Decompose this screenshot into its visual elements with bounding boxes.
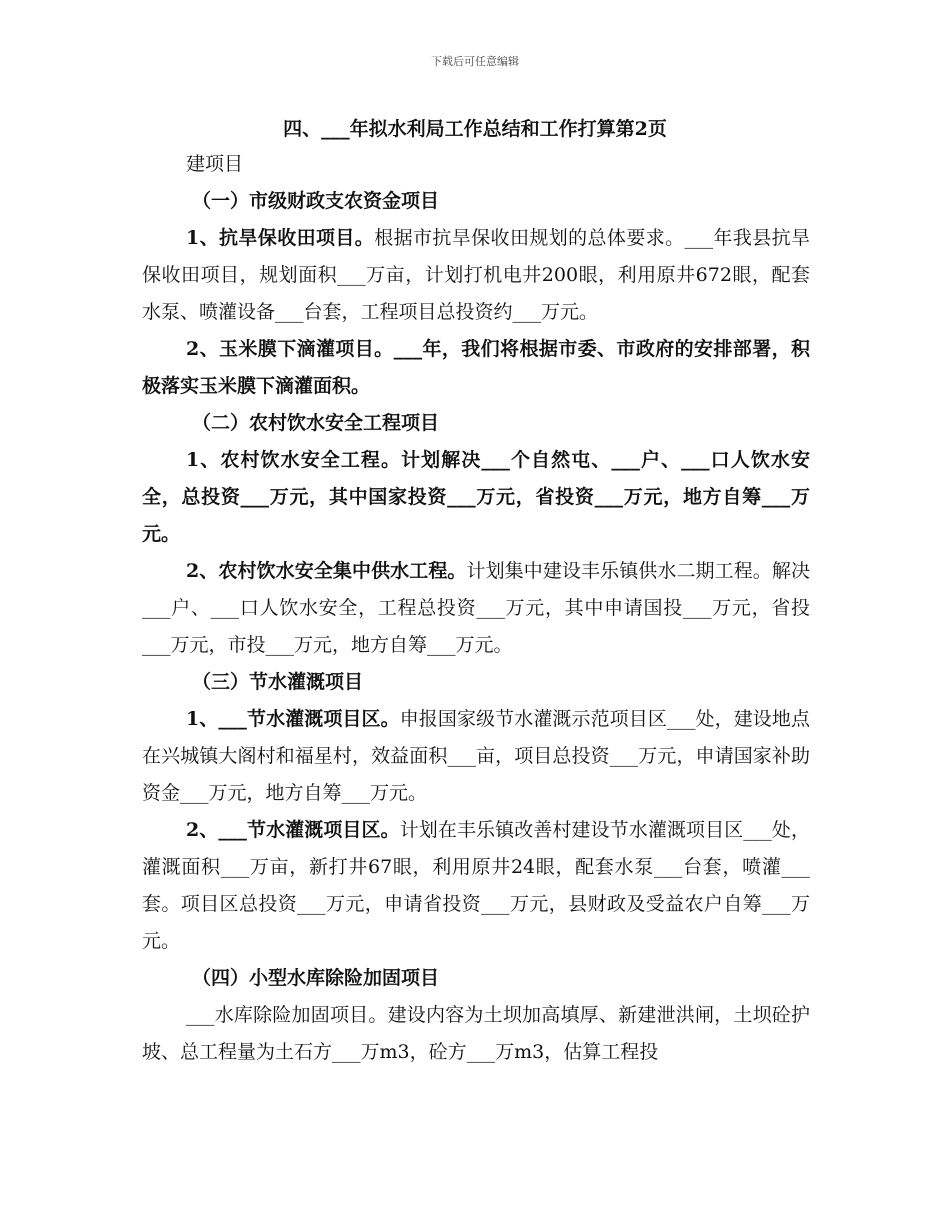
document-body [142,146,810,1071]
paragraph-drinking-water: 1、农村饮水安全工程。计划解决___个自然屯、___户、___口人饮水安全，总投资___万元，其中国家投资___万元，省投资___万元，地方自筹___万元。 [142,449,810,545]
paragraph-drought-project [142,220,810,331]
section-heading-1: （一）市级财政支农资金项目 [192,190,440,212]
paragraph-lead: 2、___节水灌溉项目区。 [186,819,400,841]
paragraph-text: 申报国家级节水灌溉示范项目区___处，建设地点在兴城镇大阁村和福星村，效益面积___亩，项目总投资___万元，申请国家补助资金___万元，地方自筹___万元。 [142,708,810,804]
paragraph-text: 根据市抗旱保收田规划的总体要求。___年我县抗旱保收田项目，规划面积___万亩，计划打机电井200眼，利用原井672眼，配套水泵、喷灌设备___台套，工程项目总投资约___万元。 [142,227,810,323]
paragraph-continuation: 建项目 [186,153,244,175]
paragraph-text: 计划在丰乐镇改善村建设节水灌溉项目区___处，灌溉面积___万亩，新打井67眼，利用原井24眼，配套水泵___台套，喷灌___套。项目区总投资___万元，申请省投资___万元，县财政及受益农户自筹___万元。 [142,819,810,952]
paragraph-central-water-supply [142,553,810,664]
paragraph-irrigation-area-1 [142,701,810,812]
header-note: 下载后可任意编辑 [431,55,519,68]
paragraph-text: 计划集中建设丰乐镇供水二期工程。解决___户、___口人饮水安全，工程总投资___万元，其中申请国投___万元，省投___万元，市投___万元，地方自筹___万元。 [142,560,810,656]
paragraph-lead: 1、抗旱保收田项目。 [186,227,375,249]
page-title: 四、___年拟水利局工作总结和工作打算第2页 [283,118,667,140]
section-heading-3: （三）节水灌溉项目 [192,671,364,693]
section-heading-4: （四）小型水库除险加固项目 [192,967,440,989]
paragraph-reservoir: ___水库除险加固项目。建设内容为土坝加高填厚、新建泄洪闸，土坝砼护坡、总工程量为土石方___万m3，砼方___万m3，估算工程投 [142,1004,810,1063]
section-heading-2: （二）农村饮水安全工程项目 [192,412,440,434]
paragraph-lead: 2、农村饮水安全集中供水工程。 [186,560,467,582]
paragraph-irrigation-area-2 [142,812,810,960]
paragraph-lead: 1、___节水灌溉项目区。 [186,708,400,730]
paragraph-drip-irrigation: 2、玉米膜下滴灌项目。___年，我们将根据市委、市政府的安排部署，积极落实玉米膜下滴灌面积。 [142,338,810,397]
